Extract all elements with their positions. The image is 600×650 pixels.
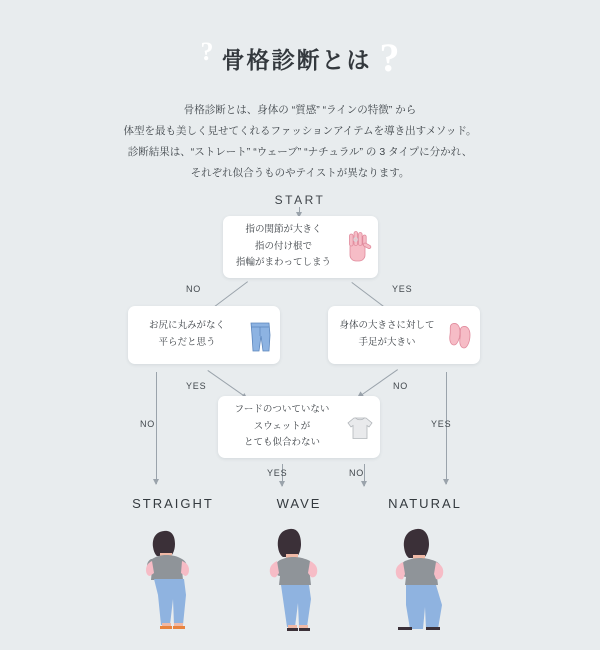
title-text: 骨格診断とは (221, 46, 372, 73)
q2-line-2: 平らだと思う (158, 337, 216, 348)
q2-line-1: お尻に丸みがなく (148, 320, 225, 332)
title-row (200, 35, 400, 80)
q3-line-2: 手足が大きい (358, 337, 416, 348)
q4-line-1: フードのついていない (234, 404, 330, 416)
question-card-q2-text (128, 318, 240, 351)
arrow-q2-no (156, 372, 157, 484)
result-label-wave: WAVE (276, 496, 322, 511)
result-label-straight: STRAIGHT (132, 496, 214, 511)
sweatshirt-icon (340, 405, 380, 449)
edge-label-q3-yes: YES (431, 419, 452, 429)
edge-label-q2-no: NO (140, 419, 156, 429)
lead-line-3: 診断結果は、“ストレート” “ウェーブ” “ナチュラル” の 3 タイプに分かれ、 (127, 146, 473, 158)
lead-paragraph (0, 100, 600, 184)
edge-label-q4-no: NO (349, 468, 365, 478)
arrow-q4-no (364, 464, 365, 486)
lead-line-1: 骨格診断とは、身体の “質感” “ラインの特徴” から (183, 104, 417, 116)
figure-wave (244, 523, 354, 633)
result-label-natural: NATURAL (388, 496, 462, 511)
q1-line-1: 指の関節が大きく (245, 224, 322, 236)
question-card-q4-text (218, 402, 340, 452)
q4-line-2: スウェットが (253, 420, 311, 432)
start-label: START (274, 193, 326, 207)
question-card-q2[interactable] (128, 306, 280, 364)
figure-straight (118, 523, 228, 633)
question-mark-icon-right: ? (379, 35, 400, 80)
feet-icon (440, 313, 480, 357)
q1-line-2: 指の付け根で (254, 240, 312, 252)
question-card-q3-text (328, 318, 440, 351)
edge-label-q2-yes: YES (186, 381, 207, 391)
question-mark-icon-left: ? (200, 37, 214, 66)
arrow-q2-yes (207, 370, 247, 398)
edge-label-q1-no: NO (186, 284, 202, 294)
q1-line-3: 指輪がまわってしまう (236, 257, 331, 269)
hand-icon (338, 225, 378, 269)
edge-label-q4-yes: YES (267, 468, 288, 478)
question-card-q1-text (223, 222, 338, 272)
jeans-icon (240, 313, 280, 357)
question-card-q1[interactable] (223, 216, 378, 278)
figure-natural (370, 523, 480, 633)
edge-label-q1-yes: YES (392, 284, 413, 294)
page-title (0, 35, 600, 80)
q3-line-1: 身体の大きさに対して (339, 320, 435, 332)
lead-line-4: それぞれ似合うものやテイストが異なります。 (190, 167, 410, 179)
q4-line-3: とても似合わない (243, 437, 320, 449)
question-card-q3[interactable] (328, 306, 480, 364)
lead-line-2: 体型を最も美しく見せてくれるファッションアイテムを導き出すメソッド。 (123, 125, 477, 137)
edge-label-q3-no: NO (393, 381, 409, 391)
question-card-q4[interactable] (218, 396, 380, 458)
